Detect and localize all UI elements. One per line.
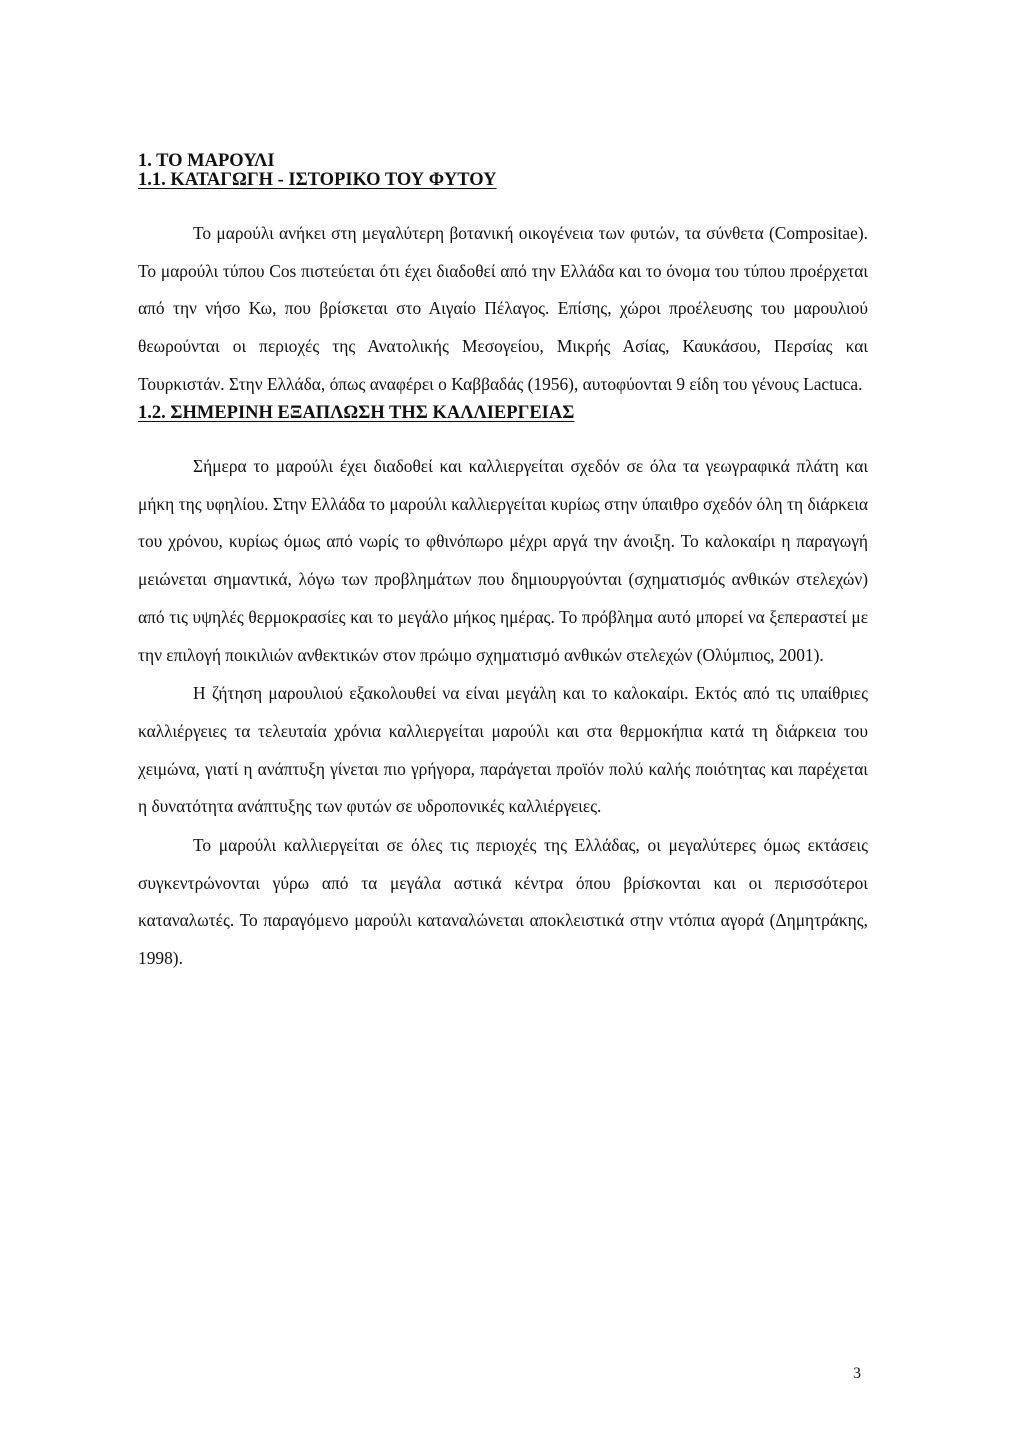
- paragraph-spread-3: Το μαρούλι καλλιεργείται σε όλες τις περιοχές της Ελλάδας, οι μεγαλύτερες όμως εκτάσεις συγκεντρώνονται γύρω από τα μεγάλα αστικά κέντρα όπου βρίσκονται και οι περισσότεροι καταναλωτές. Το παραγόμενο μαρούλι καταναλώνεται αποκλειστικά στην ντόπια αγορά (Δημητράκης, 1998).: [138, 835, 868, 969]
- page-number: 3: [853, 1365, 861, 1382]
- paragraph-origin: Το μαρούλι ανήκει στη μεγαλύτερη βοτανική οικογένεια των φυτών, τα σύνθετα (Compositae). Το μαρούλι τύπου Cos πιστεύεται ότι έχει διαδοθεί από την Ελλάδα και το όνομα του τύπου προέρχεται από την νήσο Κω, που βρίσκεται στο Αιγαίο Πέλαγος. Επίσης, χώροι προέλευσης του μαρουλιού θεωρούνται οι περιοχές της Ανατολικής Μεσογείου, Μικρής Ασίας, Καυκάσου, Περσίας και Τουρκιστάν. Στην Ελλάδα, όπως αναφέρει ο Καββαδάς (1956), αυτοφύονται 9 είδη του γένους Lactuca.: [138, 223, 868, 394]
- page-content: [138, 152, 868, 978]
- paragraph-spread-1: Σήμερα το μαρούλι έχει διαδοθεί και καλλιεργείται σχεδόν σε όλα τα γεωγραφικά πλάτη και μήκη της υφηλίου. Στην Ελλάδα το μαρούλι καλλιεργείται κυρίως στην ύπαιθρο σχεδόν όλη τη διάρκεια του χρόνου, κυρίως όμως από νωρίς το φθινόπωρο μέχρι αργά την άνοιξη. Το καλοκαίρι η παραγωγή μειώνεται σημαντικά, λόγω των προβλημάτων που δημιουργούνται (σχηματισμός ανθικών στελεχών) από τις υψηλές θερμοκρασίες και το μεγάλο μήκος ημέρας. Το πρόβλημα αυτό μπορεί να ξεπεραστεί με την επιλογή ποικιλιών ανθεκτικών στον πρώιμο σχηματισμό ανθικών στελεχών (Ολύμπιος, 2001).: [138, 456, 868, 665]
- section-heading-origin: 1.1. ΚΑΤΑΓΩΓΗ - ΙΣΤΟΡΙΚΟ ΤΟΥ ΦΥΤΟΥ: [138, 169, 497, 190]
- paragraph-spread-2: Η ζήτηση μαρουλιού εξακολουθεί να είναι μεγάλη και το καλοκαίρι. Εκτός από τις υπαίθριες καλλιέργειες τα τελευταία χρόνια καλλιεργείται μαρούλι και στα θερμοκήπια κατά τη διάρκεια του χειμώνα, γιατί η ανάπτυξη γίνεται πιο γρήγορα, παράγεται προϊόν πολύ καλής ποιότητας και παρέχεται η δυνατότητα ανάπτυξης των φυτών σε υδροπονικές καλλιέργειες.: [138, 683, 868, 817]
- chapter-title: 1. ΤΟ ΜΑΡΟΥΛΙ: [138, 151, 275, 171]
- section-heading-spread: 1.2. ΣΗΜΕΡΙΝΗ ΕΞΑΠΛΩΣΗ ΤΗΣ ΚΑΛΛΙΕΡΓΕΙΑΣ: [138, 402, 575, 423]
